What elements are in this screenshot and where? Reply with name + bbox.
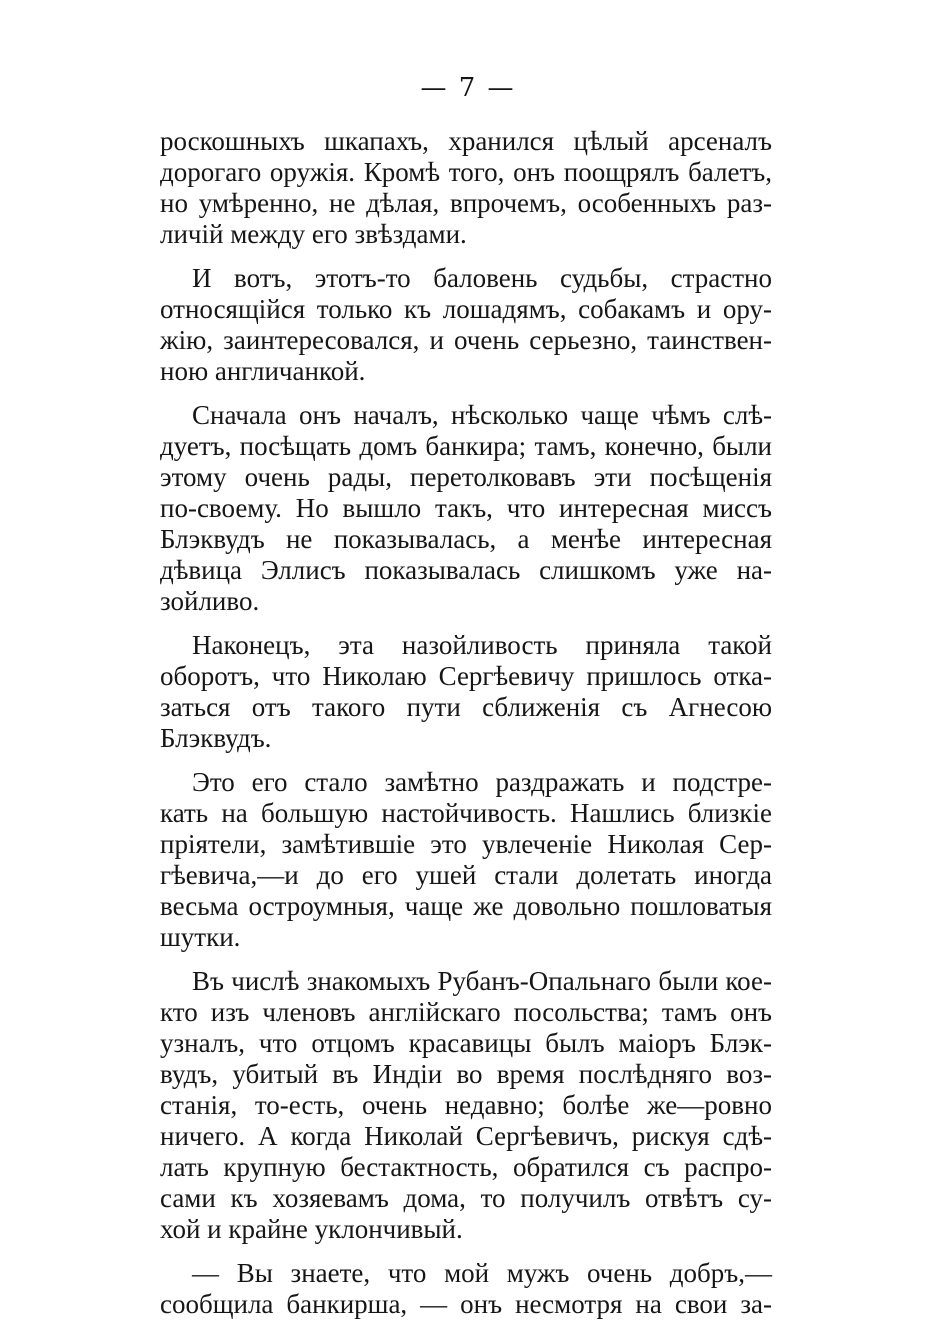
paragraph bbox=[160, 126, 772, 250]
text-line: хой и крайне уклончивый. bbox=[160, 1214, 463, 1244]
text-line: Блэквудъ. bbox=[160, 723, 272, 753]
text-line: ничего. А когда Николай Сергѣевичъ, рискуя сдѣ- bbox=[160, 1121, 772, 1151]
text-line: ною англичанкой. bbox=[160, 356, 366, 386]
text-line: заться отъ такого пути сближенія съ Агнесою bbox=[160, 692, 772, 722]
text-line: жію, заинтересовался, и очень серьезно, таинствен- bbox=[160, 325, 772, 355]
page-number: — 7 — bbox=[420, 73, 516, 103]
paragraph bbox=[160, 630, 772, 754]
paragraph bbox=[160, 1258, 772, 1320]
text-line: Блэквудъ не показывалась, а менѣе интересная bbox=[160, 524, 772, 554]
text-line: личій между его звѣздами. bbox=[160, 219, 467, 249]
text-line: кать на большую настойчивость. Нашлись близкіе bbox=[160, 798, 772, 828]
paragraph bbox=[160, 966, 772, 1245]
paragraph bbox=[160, 263, 772, 387]
text-line: станія, то-есть, очень недавно; болѣе же—ровно bbox=[160, 1090, 772, 1120]
text-line: этому очень рады, перетолковавъ эти посѣщенія bbox=[160, 462, 772, 492]
text-line: сами къ хозяевамъ дома, то получилъ отвѣтъ су- bbox=[160, 1183, 772, 1213]
text-line: роскошныхъ шкапахъ, хранился цѣлый арсеналъ bbox=[160, 126, 772, 156]
text-line: по-своему. Но вышло такъ, что интересная миссъ bbox=[160, 493, 772, 523]
text-line: Сначала онъ началъ, нѣсколько чаще чѣмъ слѣ- bbox=[192, 400, 772, 430]
text-line: но умѣренно, не дѣлая, впрочемъ, особенныхъ раз- bbox=[160, 188, 772, 218]
text-line: узналъ, что отцомъ красавицы былъ маіоръ Блэк- bbox=[160, 1028, 772, 1058]
paragraph bbox=[160, 767, 772, 953]
text-line: лать крупную бестактность, обратился съ распро- bbox=[160, 1152, 772, 1182]
text-line: сообщила банкирша, — онъ несмотря на свои за- bbox=[160, 1289, 772, 1319]
paragraph bbox=[160, 400, 772, 617]
text-line: гѣевича,—и до его ушей стали долетать иногда bbox=[160, 860, 772, 890]
text-line: вудъ, убитый въ Индіи во время послѣдняго воз- bbox=[160, 1059, 772, 1089]
text-line: Въ числѣ знакомыхъ Рубанъ-Опальнаго были кое- bbox=[192, 966, 772, 996]
text-line: — Вы знаете, что мой мужъ очень добръ,— bbox=[192, 1258, 772, 1288]
text-line: пріятели, замѣтившіе это увлеченіе Николая Сер- bbox=[160, 829, 772, 859]
text-line: относящійся только къ лошадямъ, собакамъ и ору- bbox=[160, 294, 772, 324]
text-line: зойливо. bbox=[160, 586, 260, 616]
text-line: оборотъ, что Николаю Сергѣевичу пришлось отка- bbox=[160, 661, 772, 691]
text-line: Наконецъ, эта назойливость приняла такой bbox=[192, 630, 772, 660]
text-line: дѣвица Эллисъ показывалась слишкомъ уже на- bbox=[160, 555, 772, 585]
text-line: шутки. bbox=[160, 922, 241, 952]
text-line: Это его стало замѣтно раздражать и подстре- bbox=[192, 767, 772, 797]
text-line: кто изъ членовъ англійскаго посольства; тамъ онъ bbox=[160, 997, 772, 1027]
text-line: дорогаго оружія. Кромѣ того, онъ поощрялъ балетъ, bbox=[160, 157, 772, 187]
body-text bbox=[160, 126, 772, 1320]
text-line: дуетъ, посѣщать домъ банкира; тамъ, конечно, были bbox=[160, 431, 772, 461]
text-line: И вотъ, этотъ-то баловень судьбы, страстно bbox=[192, 263, 772, 293]
text-line: весьма остроумныя, чаще же довольно пошловатыя bbox=[160, 891, 772, 921]
